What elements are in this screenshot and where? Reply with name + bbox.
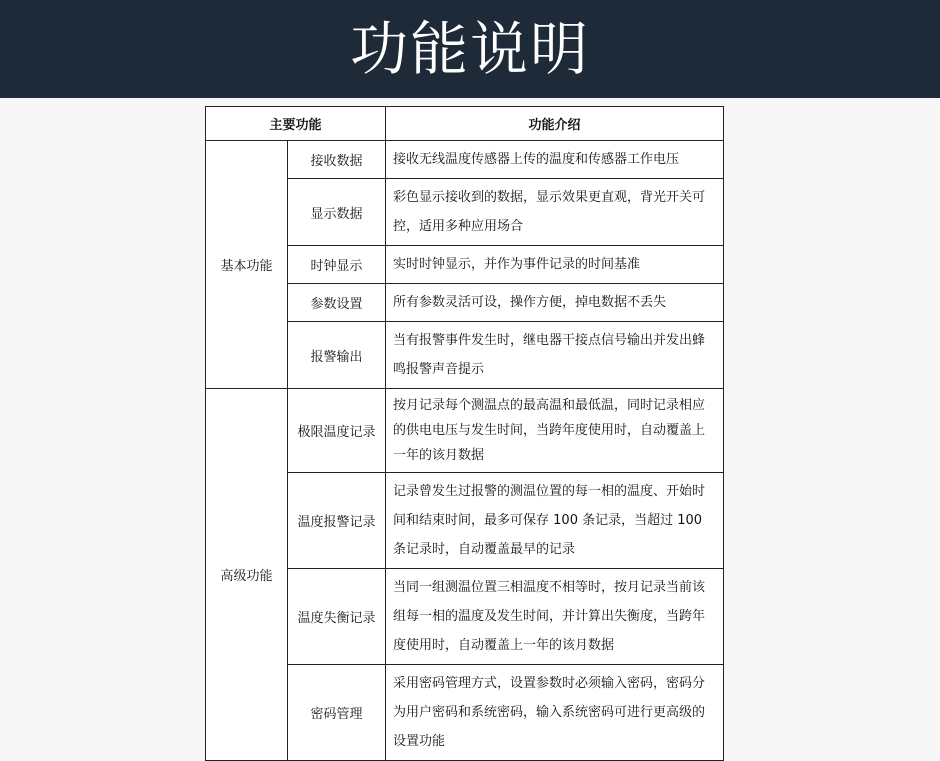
title-banner — [0, 0, 940, 98]
table-row — [206, 389, 724, 473]
category-advanced: 高级功能 — [206, 389, 288, 761]
feature-desc: 记录曾发生过报警的测温位置的每一相的温度、开始时间和结束时间，最多可保存 100 条记录，当超过 100 条记录时，自动覆盖最早的记录 — [386, 473, 724, 569]
header-function-intro: 功能介绍 — [386, 107, 724, 141]
feature-desc: 当有报警事件发生时，继电器干接点信号输出并发出蜂鸣报警声音提示 — [386, 322, 724, 389]
feature-desc: 实时时钟显示，并作为事件记录的时间基准 — [386, 246, 724, 284]
feature-name: 显示数据 — [288, 179, 386, 246]
feature-table — [205, 106, 724, 761]
feature-name: 参数设置 — [288, 284, 386, 322]
table-header-row — [206, 107, 724, 141]
page-title: 功能说明 — [349, 15, 590, 83]
feature-name: 温度失衡记录 — [288, 569, 386, 665]
feature-desc: 采用密码管理方式，设置参数时必须输入密码，密码分为用户密码和系统密码，输入系统密码可进行更高级的设置功能 — [386, 665, 724, 761]
feature-name: 密码管理 — [288, 665, 386, 761]
feature-name: 报警输出 — [288, 322, 386, 389]
feature-desc: 所有参数灵活可设，操作方便，掉电数据不丢失 — [386, 284, 724, 322]
feature-name: 时钟显示 — [288, 246, 386, 284]
table-row — [206, 141, 724, 179]
feature-desc: 按月记录每个测温点的最高温和最低温，同时记录相应的供电电压与发生时间，当跨年度使用时，自动覆盖上一年的该月数据 — [386, 389, 724, 473]
feature-desc: 彩色显示接收到的数据，显示效果更直观，背光开关可控，适用多种应用场合 — [386, 179, 724, 246]
feature-name: 接收数据 — [288, 141, 386, 179]
category-basic: 基本功能 — [206, 141, 288, 389]
header-main-function: 主要功能 — [206, 107, 386, 141]
feature-desc: 当同一组测温位置三相温度不相等时，按月记录当前该组每一相的温度及发生时间，并计算出失衡度，当跨年度使用时，自动覆盖上一年的该月数据 — [386, 569, 724, 665]
feature-name: 温度报警记录 — [288, 473, 386, 569]
feature-name: 极限温度记录 — [288, 389, 386, 473]
feature-desc: 接收无线温度传感器上传的温度和传感器工作电压 — [386, 141, 724, 179]
